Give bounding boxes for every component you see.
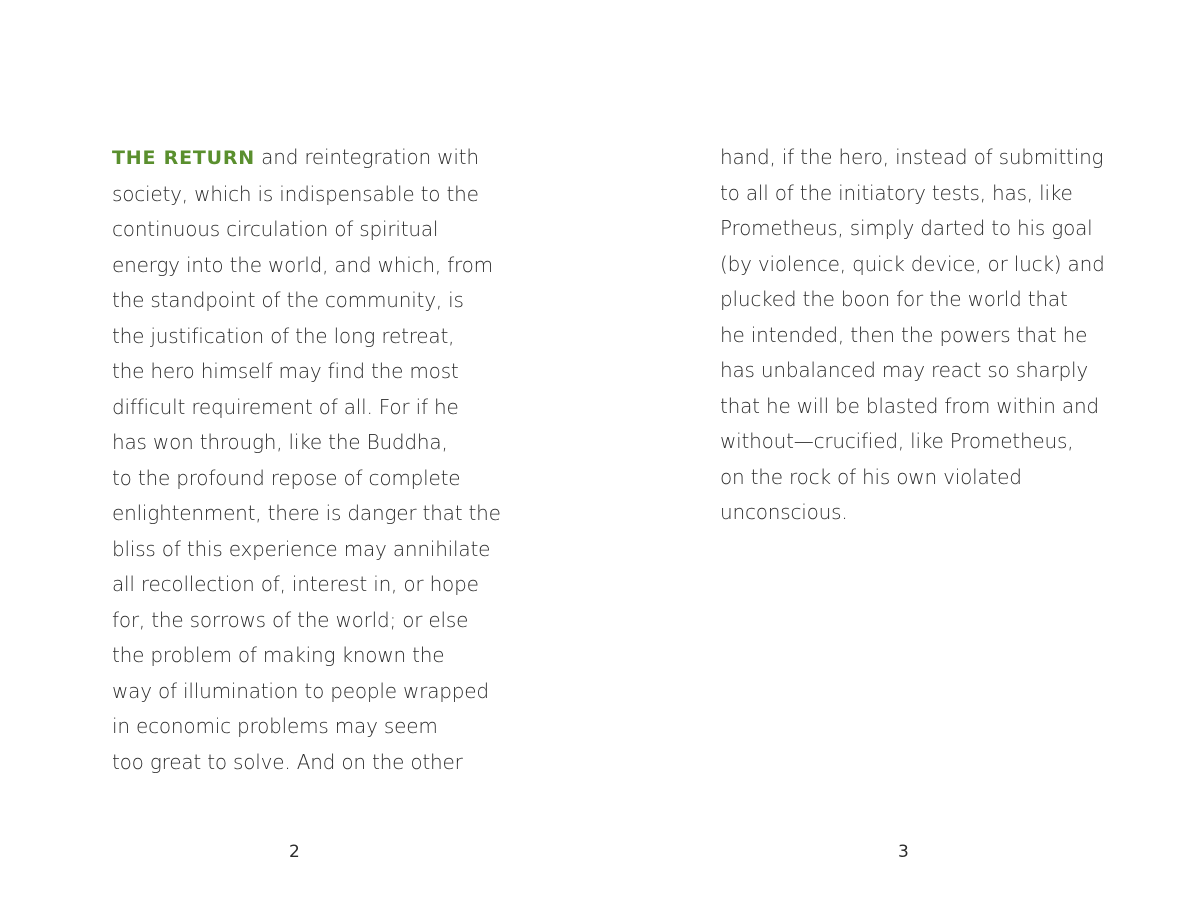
text-line: the standpoint of the community, is xyxy=(112,288,464,312)
text-line: the hero himself may find the most xyxy=(112,359,459,383)
text-line: too great to solve. And on the other xyxy=(112,749,463,774)
lead-in: THE RETURN xyxy=(112,147,255,169)
text-line: for, the sorrows of the world; or else xyxy=(112,607,469,632)
text-line: hand, if the hero, instead of submitting xyxy=(720,145,1104,169)
text-line: energy into the world, and which, from xyxy=(112,252,493,277)
text-line: continuous circulation of spiritual xyxy=(112,217,439,241)
text-line: to the profound repose of complete xyxy=(112,465,461,490)
text-line: plucked the boon for the world that xyxy=(720,287,1068,311)
text-line: unconscious. xyxy=(720,500,848,524)
text-line: (by violence, quick device, or luck) and xyxy=(720,251,1105,276)
text-line: way of illumination to people wrapped xyxy=(112,678,489,703)
text-line: on the rock of his own violated xyxy=(720,464,1022,489)
text-line xyxy=(112,140,532,177)
text-line: without—crucified, like Prometheus, xyxy=(720,429,1074,453)
text-line: has won through, like the Buddha, xyxy=(112,430,448,454)
right-page xyxy=(720,140,1140,880)
text-line: has unbalanced may react so sharply xyxy=(720,358,1089,382)
text-line: to all of the initiatory tests, has, like xyxy=(720,180,1073,205)
text-line: the justification of the long retreat, xyxy=(112,323,455,348)
text-line: that he will be blasted from within and xyxy=(720,393,1099,418)
text-line: all recollection of, interest in, or hope xyxy=(112,572,479,596)
first-line-rest: and reintegration with xyxy=(255,145,479,169)
page-number-right: 3 xyxy=(898,842,909,862)
text-line: enlightenment, there is danger that the xyxy=(112,501,501,525)
page-number-left: 2 xyxy=(289,842,300,862)
text-line: the problem of making known the xyxy=(112,643,445,667)
text-line: Prometheus, simply darted to his goal xyxy=(720,216,1093,240)
text-line: he intended, then the powers that he xyxy=(720,322,1088,347)
text-line: society, which is indispensable to the xyxy=(112,181,479,206)
text-line: bliss of this experience may annihilate xyxy=(112,536,491,561)
text-line: difficult requirement of all. For if he xyxy=(112,394,459,419)
text-line: in economic problems may seem xyxy=(112,714,438,738)
left-page xyxy=(112,140,532,880)
